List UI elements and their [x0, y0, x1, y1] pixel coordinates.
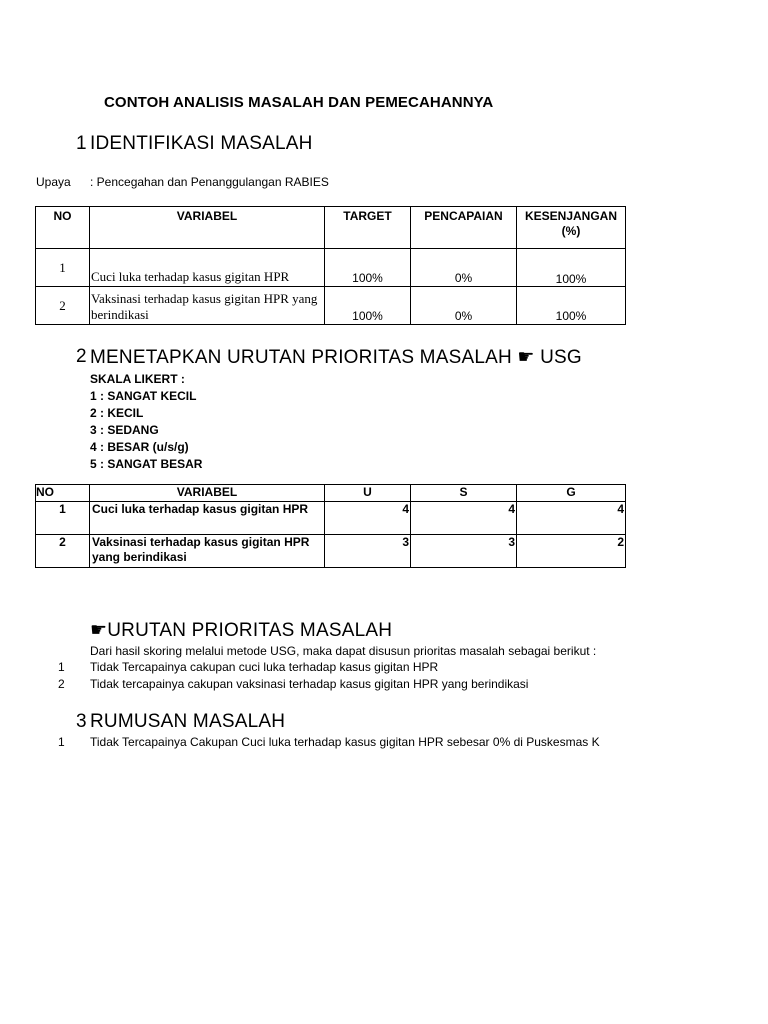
cell-pencapaian: 0% — [411, 249, 517, 287]
cell-no: 2 — [36, 287, 90, 325]
cell-variabel: Vaksinasi terhadap kasus gigitan HPR yang berindikasi — [90, 287, 325, 325]
table-row — [36, 249, 626, 287]
likert-item: 4 : BESAR (u/s/g) — [90, 440, 189, 454]
header-no: NO — [36, 207, 90, 249]
upaya-value: : Pencegahan dan Penanggulangan RABIES — [90, 175, 329, 189]
header-kesenjangan: KESENJANGAN (%) — [517, 207, 626, 249]
header-u: U — [325, 485, 411, 502]
list-item-number: 1 — [58, 660, 65, 674]
list-item: Tidak tercapainya cakupan vaksinasi terhadap kasus gigitan HPR yang berindikasi — [90, 677, 529, 691]
cell-pencapaian: 0% — [411, 287, 517, 325]
cell-target: 100% — [325, 287, 411, 325]
header-g: G — [517, 485, 626, 502]
cell-no: 1 — [36, 502, 90, 535]
section1-number: 1 — [76, 133, 87, 154]
table-header-row — [36, 207, 626, 249]
cell-kesenjangan: 100% — [517, 287, 626, 325]
likert-item: 1 : SANGAT KECIL — [90, 389, 197, 403]
cell-u: 4 — [325, 502, 411, 535]
list-item: Tidak Tercapainya Cakupan Cuci luka terhadap kasus gigitan HPR sebesar 0% di Puskesmas K — [90, 735, 600, 749]
list-item: Tidak Tercapainya cakupan cuci luka terhadap kasus gigitan HPR — [90, 660, 439, 674]
identification-table — [35, 206, 626, 325]
header-variabel: VARIABEL — [90, 207, 325, 249]
header-no: NO — [36, 485, 90, 502]
likert-item: 2 : KECIL — [90, 406, 144, 420]
cell-g: 4 — [517, 502, 626, 535]
cell-s: 4 — [411, 502, 517, 535]
cell-kesenjangan: 100% — [517, 249, 626, 287]
likert-heading: SKALA LIKERT : — [90, 372, 185, 386]
cell-u: 3 — [325, 535, 411, 568]
likert-item: 5 : SANGAT BESAR — [90, 457, 203, 471]
table-header-row — [36, 485, 626, 502]
cell-variabel: Vaksinasi terhadap kasus gigitan HPR yang berindikasi — [90, 535, 325, 568]
list-item-number: 2 — [58, 677, 65, 691]
page-title: CONTOH ANALISIS MASALAH DAN PEMECAHANNYA — [104, 94, 494, 111]
table-row — [36, 535, 626, 568]
section3-title: RUMUSAN MASALAH — [90, 711, 286, 732]
header-target: TARGET — [325, 207, 411, 249]
likert-item: 3 : SEDANG — [90, 423, 159, 437]
cell-variabel: Cuci luka terhadap kasus gigitan HPR — [90, 502, 325, 535]
cell-no: 1 — [36, 249, 90, 287]
upaya-label: Upaya — [36, 175, 71, 189]
likert-scale — [90, 371, 202, 473]
urutan-title: ☛URUTAN PRIORITAS MASALAH — [90, 620, 393, 641]
urutan-intro: Dari hasil skoring melalui metode USG, maka dapat disusun prioritas masalah sebagai berikut : — [90, 644, 597, 658]
table-row — [36, 287, 626, 325]
table-row — [36, 502, 626, 535]
header-s: S — [411, 485, 517, 502]
cell-s: 3 — [411, 535, 517, 568]
cell-target: 100% — [325, 249, 411, 287]
section2-number: 2 — [76, 346, 87, 367]
header-pencapaian: PENCAPAIAN — [411, 207, 517, 249]
header-variabel: VARIABEL — [90, 485, 325, 502]
cell-variabel: Cuci luka terhadap kasus gigitan HPR — [90, 249, 325, 287]
section3-number: 3 — [76, 711, 87, 732]
cell-no: 2 — [36, 535, 90, 568]
list-item-number: 1 — [58, 735, 65, 749]
cell-g: 2 — [517, 535, 626, 568]
usg-table — [35, 484, 626, 568]
section1-title: IDENTIFIKASI MASALAH — [90, 133, 313, 154]
section2-title: MENETAPKAN URUTAN PRIORITAS MASALAH ☛ USG — [90, 347, 582, 368]
